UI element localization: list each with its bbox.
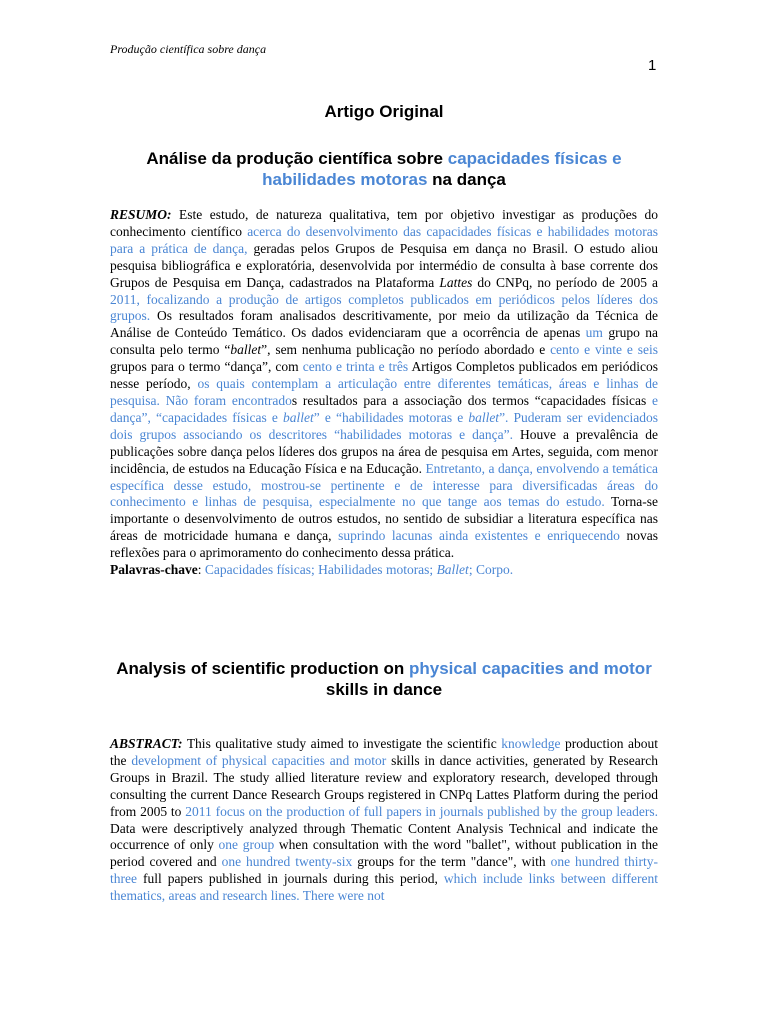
resumo-highlight: e dança”, “capacidades físicas e xyxy=(110,392,658,425)
resumo-text: ”, sem nenhuma publicação no período abordado e xyxy=(261,342,551,358)
title-english xyxy=(110,658,658,700)
resumo-highlight: ” e “habilidades motoras e xyxy=(313,409,469,425)
abstract-highlight: which include links between different thematics, areas and research lines. There were not xyxy=(110,871,658,904)
resumo-paragraph xyxy=(110,207,658,579)
abstract-paragraph xyxy=(110,736,658,905)
page-number: 1 xyxy=(648,57,657,74)
keywords-list: Capacidades físicas; Habilidades motoras; xyxy=(204,562,437,578)
resumo-highlight-italic: ballet xyxy=(468,409,500,425)
keywords-list: ; Corpo. xyxy=(468,562,514,578)
abstract-text: Data were descriptively analyzed through Thematic Content Analysis Technical and indicate the occurrence of only xyxy=(110,820,658,853)
resumo-italic: Lattes xyxy=(439,274,473,290)
resumo-text: Artigos Completos publicados em periódicos nesse período, xyxy=(110,359,658,392)
resumo-text: geradas pelos Grupos de Pesquisa em dança no Brasil. O estudo aliou pesquisa bibliográfica e exploratória, desenvolvida por intermédio de consulta à base corrente dos Grupos de Pesquisa em Dança, cadastrados na Plataforma xyxy=(110,240,658,290)
abstract-text: full papers published in journals during this period, xyxy=(136,871,444,887)
resumo-text: Este estudo, de natureza qualitativa, tem por objetivo investigar as produções do conhecimento científico xyxy=(110,207,658,239)
title-en-highlight: physical capacities and motor xyxy=(409,659,652,678)
abstract-highlight: one group xyxy=(218,837,275,853)
resumo-text: novas reflexões para o aprimoramento do conhecimento dessa prática. xyxy=(110,528,659,561)
abstract-text: groups for the term "dance", with xyxy=(352,854,551,870)
resumo-text: Os resultados foram analisados descritivamente, por meio da utilização da Técnica de Análise de Conteúdo Temático. Os dados evidenciaram que a ocorrência de apenas xyxy=(110,308,658,341)
resumo-highlight: suprindo lacunas ainda existentes e enriquecendo xyxy=(338,528,620,544)
resumo-highlight: cento e trinta e três xyxy=(302,359,409,375)
resumo-italic: ballet xyxy=(230,342,262,358)
title-portuguese xyxy=(110,148,658,190)
resumo-text: do CNPq, no período de 2005 a xyxy=(472,274,658,290)
abstract-label: ABSTRACT: xyxy=(110,736,183,751)
abstract-text: production about the xyxy=(110,736,658,768)
abstract-highlight: one hundred thirty-three xyxy=(110,854,658,887)
keywords-italic: Ballet xyxy=(436,562,469,578)
abstract-text: This qualitative study aimed to investigate the scientific xyxy=(182,736,502,751)
resumo-highlight: ”. Puderam ser evidenciados dois grupos associando os descritores “habilidades motoras e dança”. xyxy=(110,409,658,442)
title-pt-part3: na dança xyxy=(427,170,506,189)
resumo-highlight: Entretanto, a dança, envolvendo a temática específica desse estudo, mostrou-se pertinente e de interesse para diversificadas áreas do conhecimento e linhas de pesquisa, especialmente no que tange aos temas do estudo. xyxy=(110,460,658,510)
resumo-highlight-italic: ballet xyxy=(283,409,314,425)
title-pt-part1: Análise da produção científica sobre xyxy=(146,149,448,168)
abstract-highlight: one hundred twenty-six xyxy=(221,854,353,870)
resumo-highlight: os quais contemplam a articulação entre diferentes temáticas, áreas e linhas de pesquisa. Não foram encontrado xyxy=(110,376,658,408)
abstract-highlight: development of physical capacities and motor xyxy=(131,752,387,768)
resumo-highlight: acerca do desenvolvimento das capacidades físicas e habilidades motoras para a prática de dança, xyxy=(110,223,658,256)
keywords-colon: : xyxy=(197,562,205,578)
title-pt-highlight: capacidades físicas e habilidades motoras xyxy=(262,149,622,189)
abstract-text: when consultation with the word "ballet", without publication in the period covered and xyxy=(110,837,658,870)
resumo-highlight: cento e vinte e seis xyxy=(550,342,658,358)
keywords-label: Palavras-chave xyxy=(110,562,198,578)
title-en-part3: skills in dance xyxy=(325,680,443,699)
running-header: Produção científica sobre dança xyxy=(110,42,267,56)
resumo-label: RESUMO: xyxy=(110,207,172,222)
section-label: Artigo Original xyxy=(324,102,444,121)
resumo-text: grupos para o termo “dança”, com xyxy=(110,359,303,375)
resumo-text: grupo na consulta pelo termo “ xyxy=(110,325,658,358)
resumo-highlight: um xyxy=(585,325,603,341)
resumo-text: Houve a prevalência de publicações sobre dança pelos líderes dos grupos na área de pesquisa em Artes, seguida, com menor incidência, de estudos na Educação Física e na Educação. xyxy=(110,426,658,476)
abstract-text: skills in dance activities, generated by Research Groups in Brazil. The study allied literature review and exploratory research, developed through consulting the current Dance Research Groups registered in CNPq Lattes Platform during the period from 2005 to xyxy=(110,752,659,819)
resumo-text: s resultados para a associação dos termos “capacidades físicas xyxy=(291,392,647,408)
resumo-text: Torna-se importante o desenvolvimento de outros estudos, no sentido de subsidiar a literatura específica nas áreas de motricidade humana e dança, xyxy=(110,494,658,544)
resumo-highlight: 2011, focalizando a produção de artigos completos publicados em periódicos pelos líderes dos grupos. xyxy=(110,291,658,324)
abstract-highlight: knowledge xyxy=(501,736,561,751)
title-en-part1: Analysis of scientific production on xyxy=(116,659,409,678)
abstract-highlight: 2011 focus on the production of full papers in journals published by the group leaders. xyxy=(185,803,659,819)
